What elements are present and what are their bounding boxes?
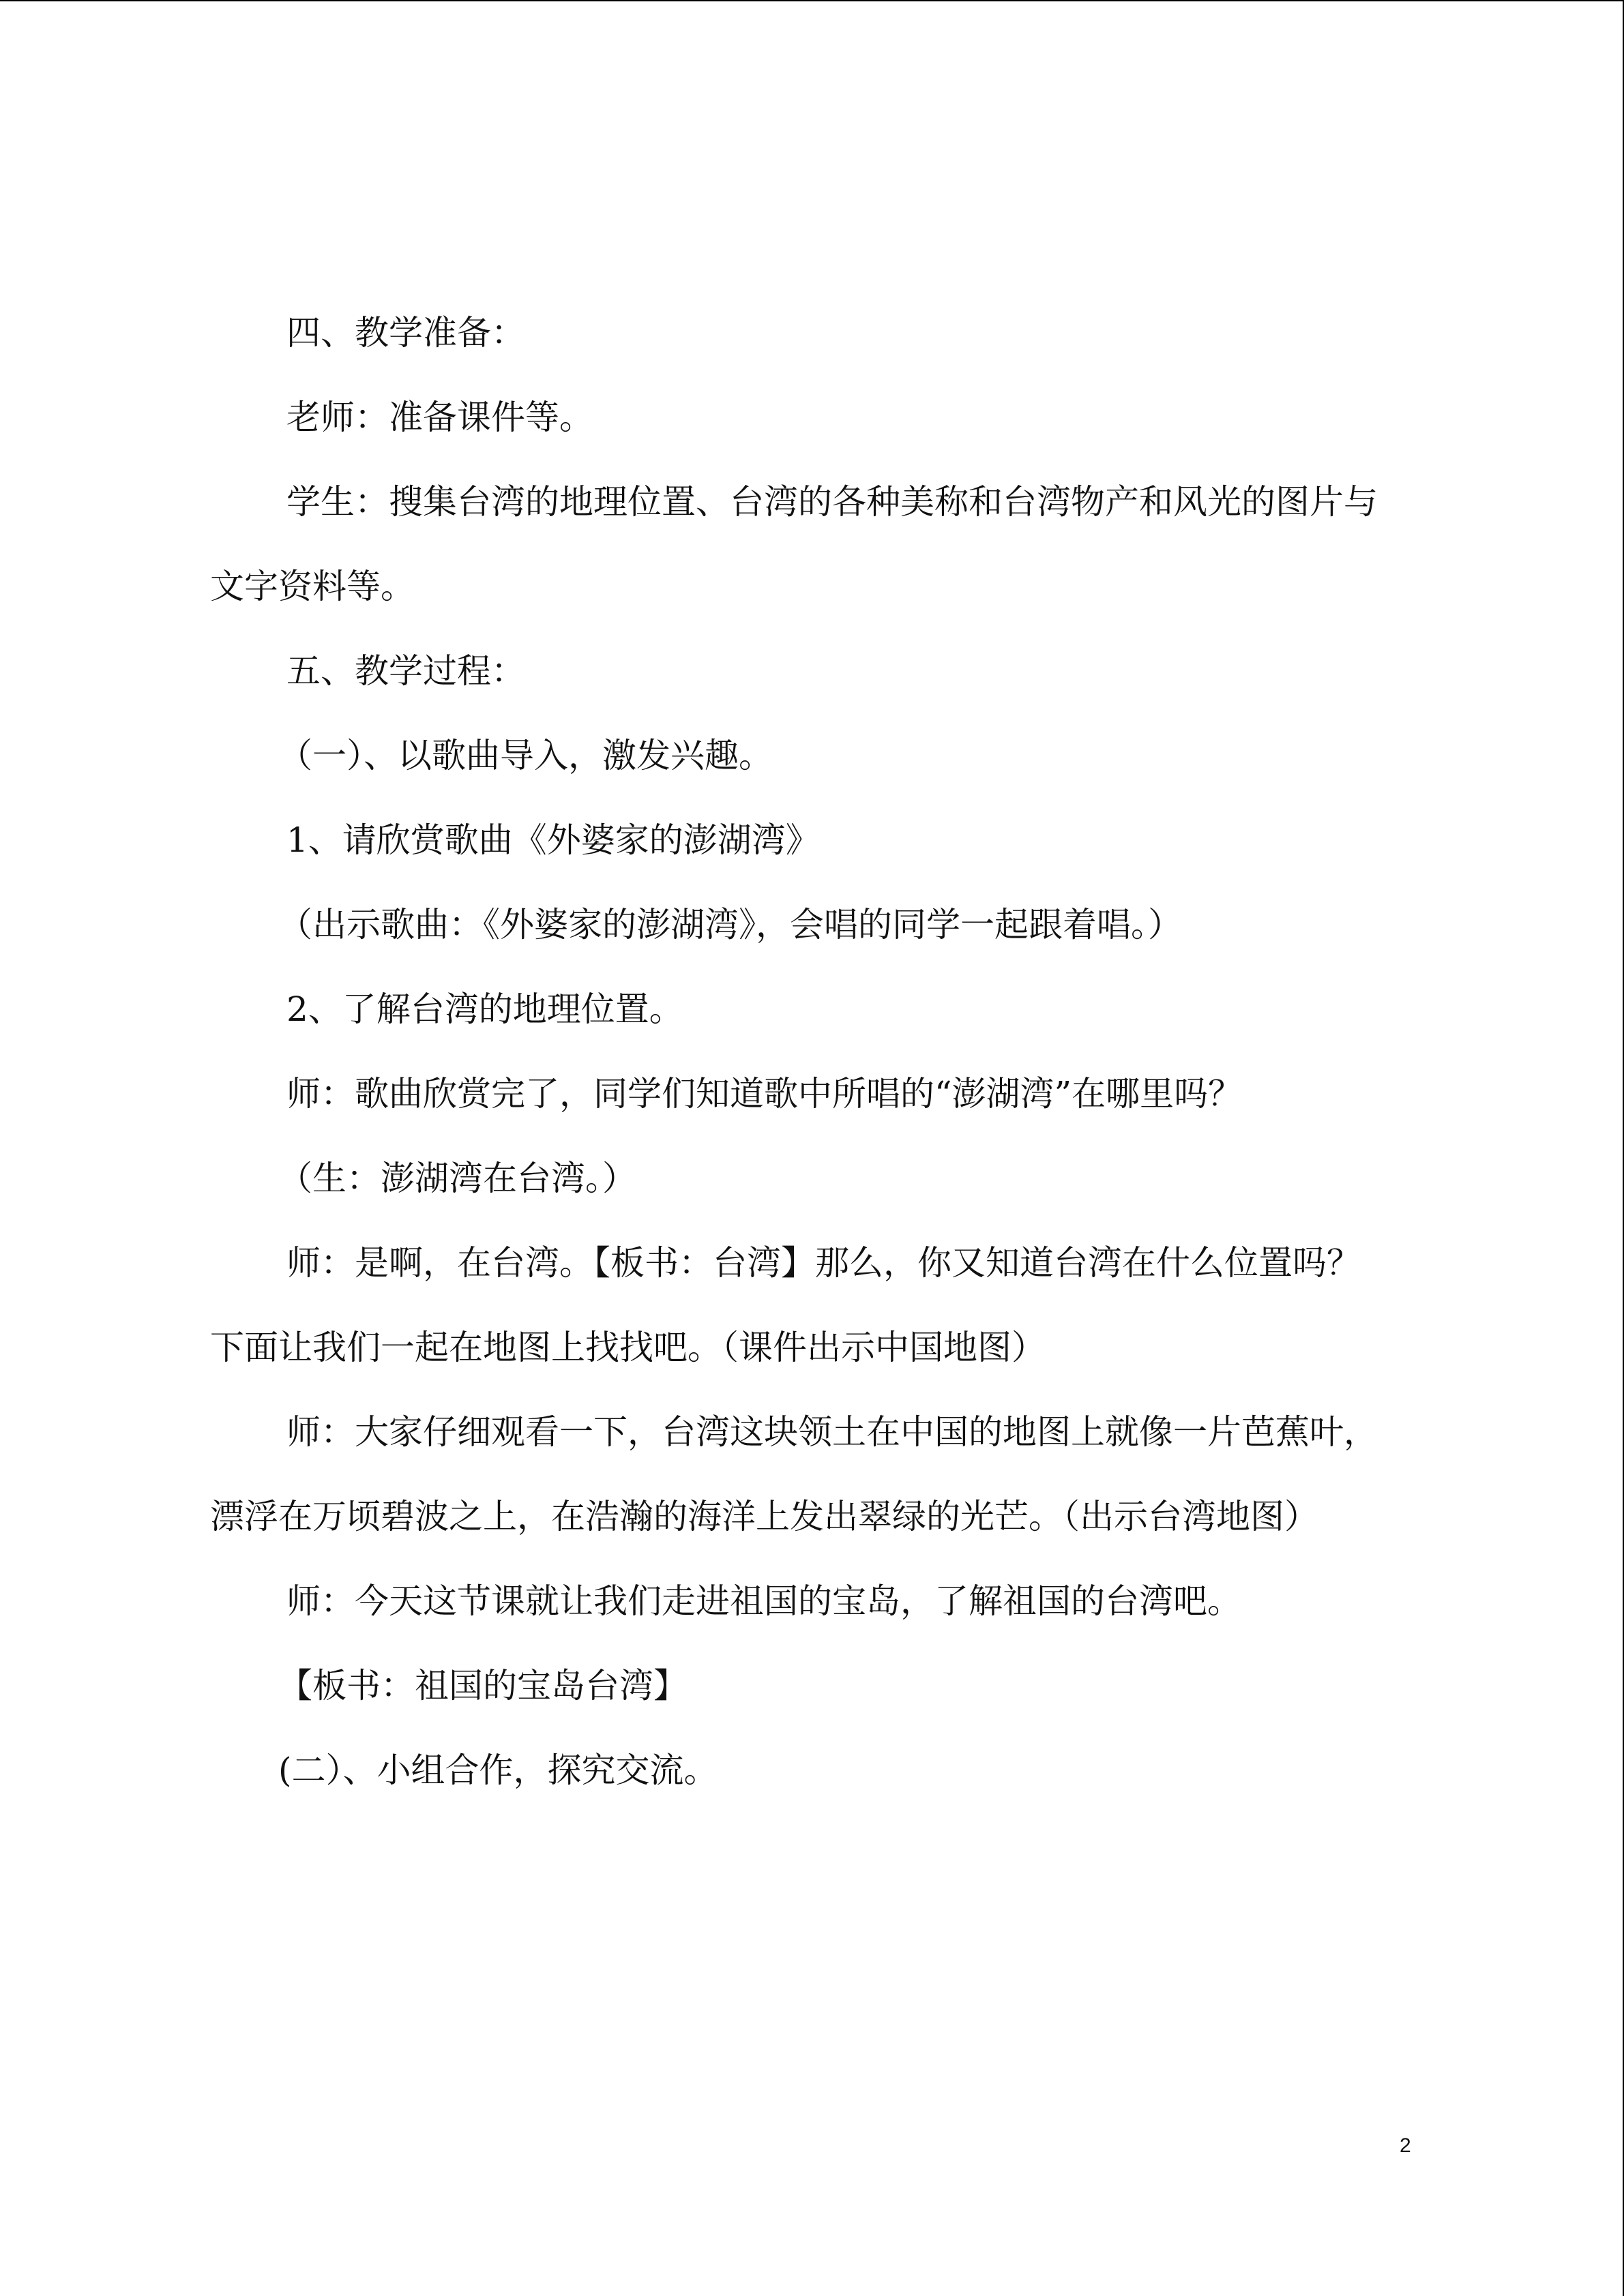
list-item-geography: 2、了解台湾的地理位置。 [286, 989, 683, 1029]
page-number: 2 [1400, 2134, 1411, 2157]
paragraph-board-title: 【板书：祖国的宝岛台湾】 [278, 1666, 688, 1705]
paragraph-student-preparation: 学生：搜集台湾的地理位置、台湾的各种美称和台湾物产和风光的图片与文字资料等。 [210, 482, 1378, 606]
paragraph-teacher-map: 师：是啊，在台湾。【板书：台湾】那么，你又知道台湾在什么位置吗？下面让我们一起在地图上找找吧。（课件出示中国地图） [210, 1243, 1361, 1367]
paragraph-teacher-question: 师：歌曲欣赏完了，同学们知道歌中所唱的“澎湖湾”在哪里吗？ [286, 1074, 1243, 1114]
paragraph-show-song: （出示歌曲：《外婆家的澎湖湾》，会唱的同学一起跟着唱。） [278, 905, 1182, 944]
section-heading-preparation: 四、教学准备： [286, 313, 525, 353]
list-item-appreciate-song: 1、请欣赏歌曲《外婆家的澎湖湾》 [286, 820, 820, 860]
paragraph-student-answer: （生：澎湖湾在台湾。） [278, 1159, 636, 1198]
paragraph-teacher-preparation: 老师：准备课件等。 [286, 398, 593, 437]
paragraph-teacher-description: 师：大家仔细观看一下，台湾这块领土在中国的地图上就像一片芭蕉叶，漂浮在万顷碧波之上，在浩瀚的海洋上发出翠绿的光芒。（出示台湾地图） [210, 1412, 1378, 1536]
subsection-heading-group-work: (二）、小组合作，探究交流。 [278, 1750, 718, 1790]
body-text [210, 290, 1394, 1813]
subsection-heading-song-intro: （一）、以歌曲导入，激发兴趣。 [278, 736, 773, 775]
paragraph-teacher-lesson-intro: 师：今天这节课就让我们走进祖国的宝岛，了解祖国的台湾吧。 [286, 1581, 1241, 1621]
section-heading-process: 五、教学过程： [286, 651, 525, 691]
